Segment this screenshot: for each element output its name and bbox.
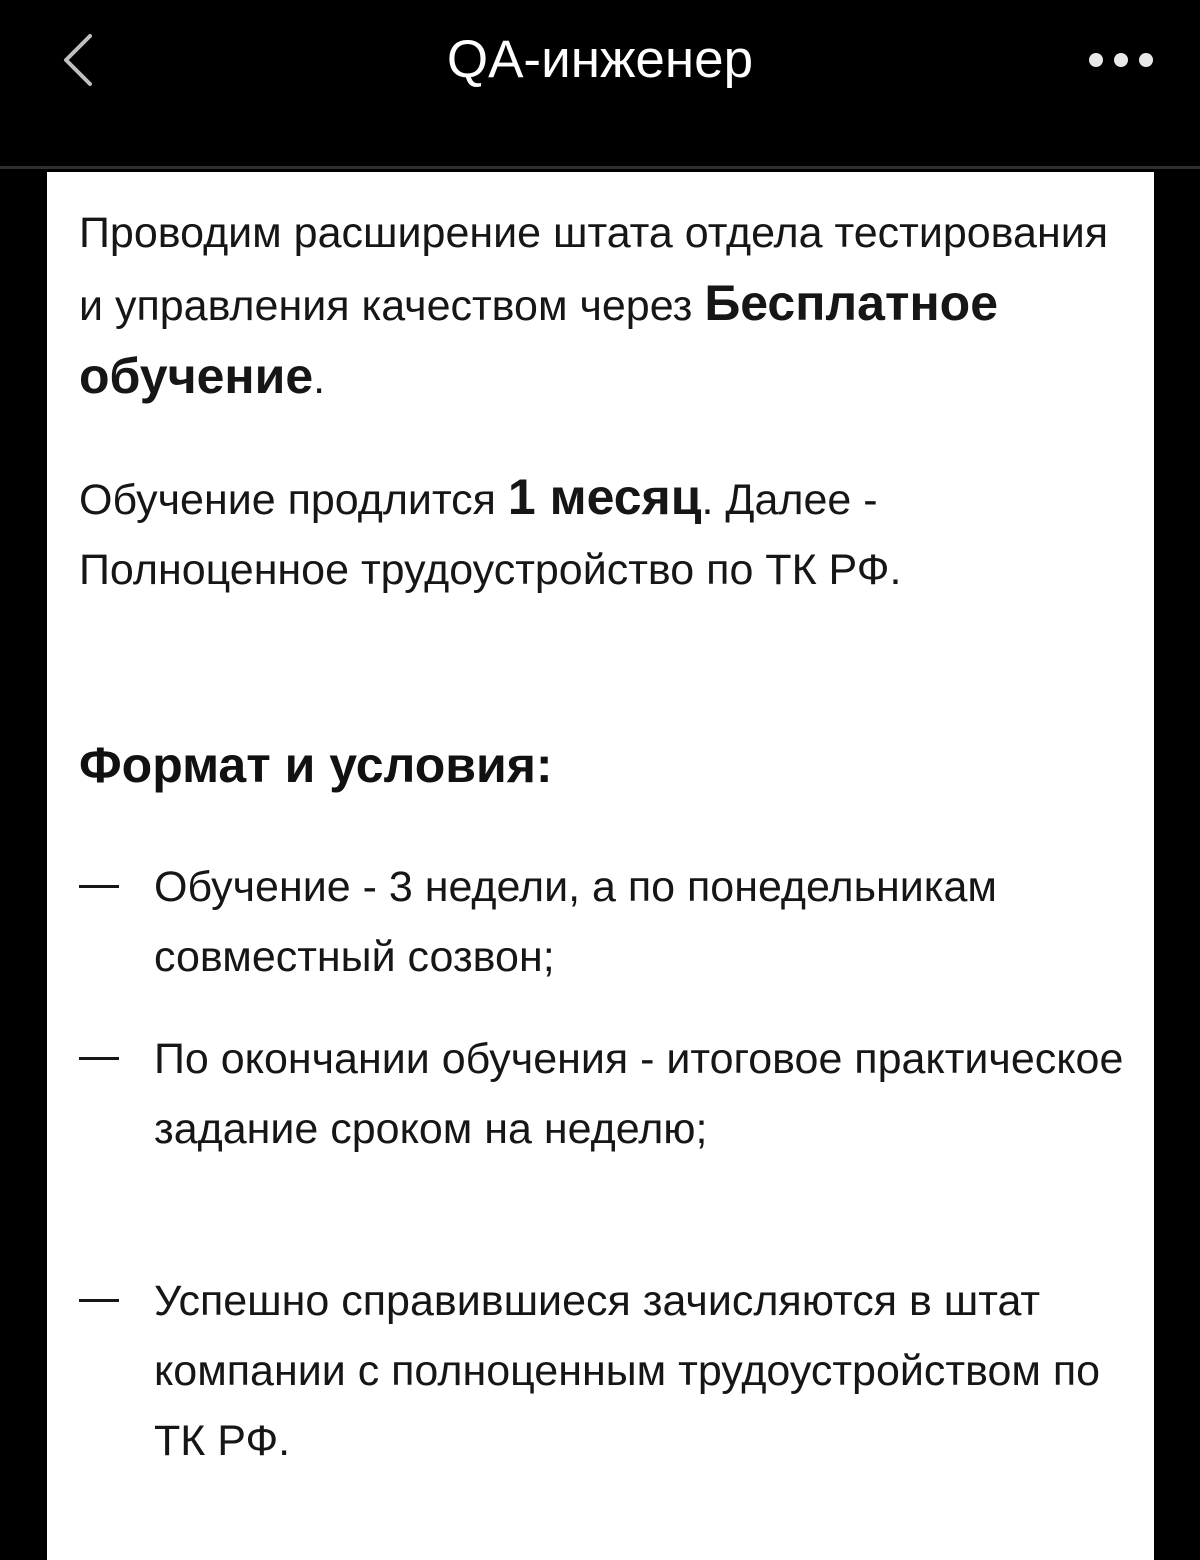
duration-paragraph: [79, 462, 1129, 605]
intro-bold: Бесплатное обучение: [79, 275, 999, 404]
vacancy-description-card: [47, 172, 1154, 1560]
intro-text: Проводим расширение штата отдела тестирования и управления качеством через: [79, 209, 1108, 330]
duration-bold: 1 месяц: [507, 469, 702, 525]
duration-text: Обучение продлится: [79, 476, 508, 524]
section-heading: Формат и условия:: [79, 737, 553, 793]
chevron-left-icon: [58, 30, 98, 90]
list-item-text: Обучение - 3 недели, а по понедельникам совместный созвон;: [154, 863, 997, 981]
list-item-text: Успешно справившиеся зачисляются в штат компании с полноценным трудоустройством по ТК РФ.: [154, 1277, 1101, 1465]
list-item-text: По окончании обучения - итоговое практическое задание сроком на неделю;: [154, 1035, 1124, 1153]
header-divider: [0, 166, 1200, 169]
duration-text-end: . Далее - Полноценное трудоустройство по ТК РФ.: [79, 476, 902, 594]
dash-bullet: [79, 1057, 119, 1060]
back-button[interactable]: [46, 22, 110, 98]
page-title: QA-инженер: [446, 30, 754, 89]
intro-text-end: .: [313, 355, 326, 403]
dash-bullet: [79, 885, 119, 888]
top-bar: [0, 0, 1200, 166]
dash-bullet: [79, 1299, 119, 1302]
more-button[interactable]: [1076, 36, 1166, 84]
intro-paragraph: [79, 198, 1129, 414]
more-horizontal-icon: [1086, 50, 1156, 70]
